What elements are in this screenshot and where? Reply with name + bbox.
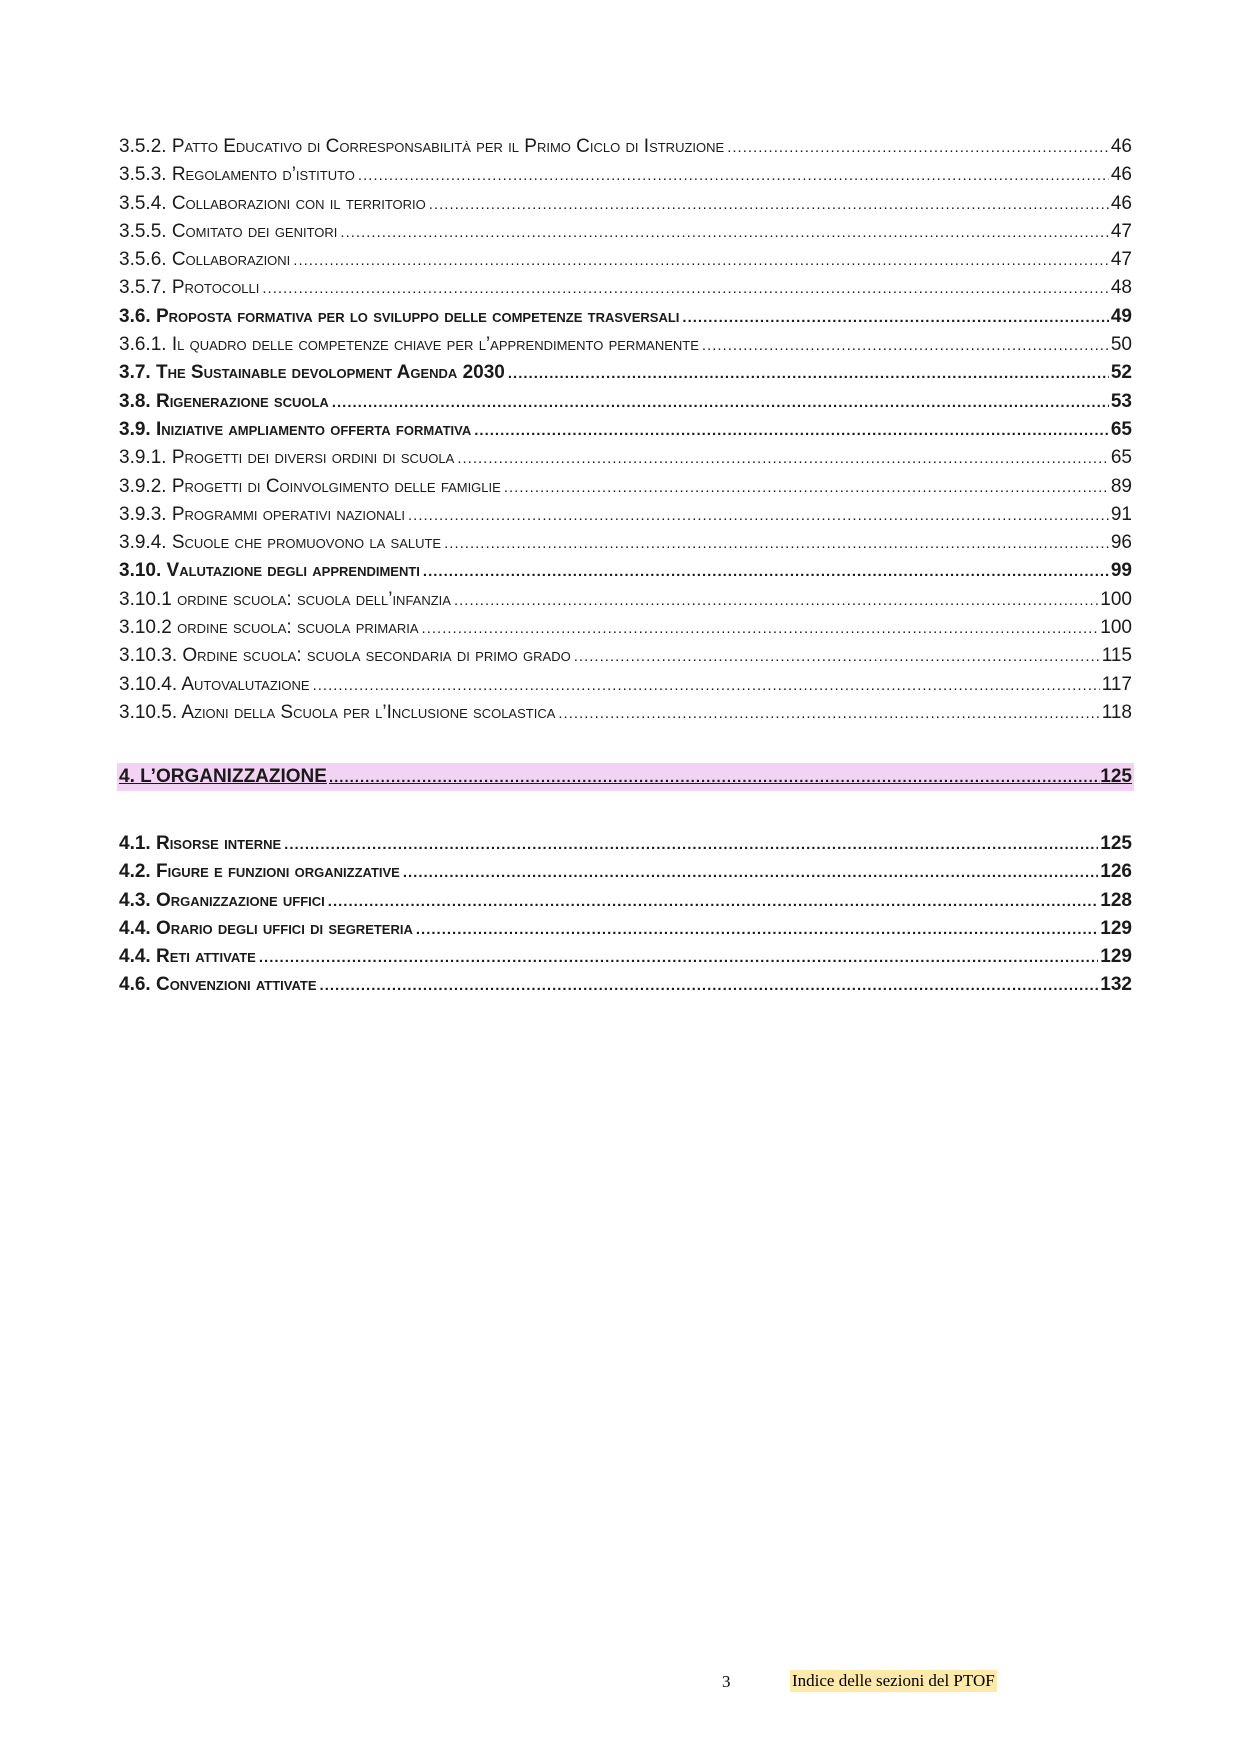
toc-entry-page-number: 46 [1110, 136, 1132, 157]
dot-leader [454, 587, 1098, 615]
toc-entry[interactable] [119, 614, 1132, 642]
dot-leader [508, 360, 1109, 388]
toc-entry-title: 3.7. The Sustainable devolopment Agenda 2030 [119, 359, 508, 387]
toc-entry-title: 3.10.2 ordine scuola: scuola primaria [119, 614, 422, 642]
footer-page-number: 3 [722, 1672, 731, 1691]
toc-entry[interactable] [119, 830, 1132, 858]
chapter-page-number: 125 [1100, 766, 1132, 787]
toc-entry-page-number: 99 [1110, 560, 1132, 582]
dot-leader [328, 888, 1099, 916]
toc-entry-page-number: 132 [1100, 974, 1132, 996]
toc-entry-title: 3.9.2. Progetti di Coinvolgimento delle famiglie [119, 473, 504, 501]
toc-entry-title: 3.10. Valutazione degli apprendimenti [119, 557, 423, 585]
toc-entry-page-number: 50 [1110, 334, 1132, 356]
toc-entry[interactable] [119, 190, 1132, 218]
toc-entry-page-number: 125 [1100, 833, 1132, 854]
toc-entry[interactable] [119, 388, 1132, 416]
dot-leader [329, 764, 1100, 792]
toc-entry-page-number: 48 [1110, 277, 1132, 299]
toc-entry-title: 3.5.4. Collaborazioni con il territorio [119, 190, 429, 218]
toc-entry[interactable] [119, 246, 1132, 274]
toc-entry[interactable] [119, 699, 1132, 727]
dot-leader [457, 445, 1109, 473]
toc-entry[interactable] [119, 444, 1132, 472]
toc-entry-title: 4.4. Orario degli uffici di segreteria [119, 915, 416, 943]
dot-leader [358, 162, 1109, 190]
toc-entry[interactable] [119, 473, 1132, 501]
toc-entry-title: 3.10.3. Ordine scuola: scuola secondaria di primo grado [119, 642, 574, 670]
dot-leader [558, 700, 1099, 728]
toc-entry-page-number: 96 [1110, 532, 1132, 554]
dot-leader [259, 944, 1098, 972]
toc-entry[interactable] [119, 943, 1132, 971]
toc-entry-page-number: 118 [1101, 701, 1132, 723]
toc-entry-title: 3.10.4. Autovalutazione [119, 671, 313, 699]
toc-entry-page-number: 126 [1100, 861, 1132, 883]
dot-leader [702, 332, 1109, 360]
footer-section-label: Indice delle sezioni del PTOF [792, 1671, 995, 1690]
toc-entry-page-number: 117 [1101, 673, 1132, 695]
toc-entry-title: 4.1. Risorse interne [119, 830, 284, 858]
dot-leader [340, 219, 1108, 247]
dot-leader [574, 643, 1100, 671]
toc-entry-page-number: 91 [1110, 503, 1132, 525]
toc-entry-title: 4.3. Organizzazione uffici [119, 887, 328, 915]
dot-leader [682, 304, 1108, 332]
dot-leader [284, 831, 1098, 859]
toc-entry[interactable] [119, 133, 1132, 161]
toc-entry-title: 3.6. Proposta formativa per lo sviluppo delle competenze trasversali [119, 303, 682, 331]
toc-entry-page-number: 100 [1100, 588, 1132, 610]
toc-entry[interactable] [119, 501, 1132, 529]
toc-entry-page-number: 89 [1110, 475, 1132, 497]
toc-entry[interactable] [119, 557, 1132, 585]
toc-entry-title: 3.5.5. Comitato dei genitori [119, 218, 340, 246]
toc-entry[interactable] [119, 416, 1132, 444]
toc-entry-page-number: 65 [1110, 418, 1132, 440]
toc-entry-page-number: 100 [1100, 617, 1132, 639]
toc-section-3 [119, 133, 1132, 727]
toc-section-4 [119, 830, 1132, 1000]
dot-leader [408, 502, 1109, 530]
toc-entry-title: 4.6. Convenzioni attivate [119, 971, 320, 999]
toc-entry-page-number: 128 [1100, 889, 1132, 911]
toc-entry-title: 3.5.7. Protocolli [119, 274, 262, 302]
toc-entry[interactable] [119, 218, 1132, 246]
toc-entry-page-number: 129 [1100, 946, 1132, 968]
toc-entry[interactable] [119, 529, 1132, 557]
dot-leader [416, 916, 1098, 944]
toc-entry-title: 3.10.1 ordine scuola: scuola dell’infanzia [119, 586, 454, 614]
toc-entry-title: 3.9.3. Programmi operativi nazionali [119, 501, 408, 529]
toc-entry-title: 3.5.3. Regolamento d’istituto [119, 161, 358, 189]
toc-entry[interactable] [119, 274, 1132, 302]
toc-entry-page-number: 129 [1100, 917, 1132, 939]
dot-leader [504, 474, 1109, 502]
toc-entry-title: 3.5.2. Patto Educativo di Corresponsabilità per il Primo Ciclo di Istruzione [119, 133, 727, 161]
dot-leader [444, 530, 1109, 558]
toc-entry-title: 4.2. Figure e funzioni organizzative [119, 858, 403, 886]
dot-leader [313, 672, 1100, 700]
toc-entry-page-number: 47 [1110, 249, 1132, 271]
toc-entry[interactable] [119, 915, 1132, 943]
dot-leader [474, 417, 1109, 445]
toc-entry[interactable] [119, 642, 1132, 670]
toc-entry-title: 3.8. Rigenerazione scuola [119, 388, 332, 416]
toc-entry[interactable] [119, 331, 1132, 359]
toc-entry[interactable] [119, 671, 1132, 699]
toc-entry[interactable] [119, 858, 1132, 886]
dot-leader [262, 275, 1108, 303]
dot-leader [320, 972, 1099, 1000]
toc-entry-title: 3.9. Iniziative ampliamento offerta formativa [119, 416, 474, 444]
toc-entry-page-number: 47 [1110, 220, 1132, 242]
toc-entry[interactable] [119, 359, 1132, 387]
toc-entry[interactable] [119, 586, 1132, 614]
dot-leader [423, 558, 1109, 586]
toc-entry-page-number: 46 [1110, 192, 1132, 214]
dot-leader [332, 389, 1109, 417]
dot-leader [422, 615, 1099, 643]
toc-entry-page-number: 52 [1110, 362, 1132, 384]
toc-entry-title: 3.10.5. Azioni della Scuola per l’Inclusione scolastica [119, 699, 558, 727]
toc-entry-title: 4.4. Reti attivate [119, 943, 259, 971]
toc-entry[interactable] [119, 971, 1132, 999]
chapter-title: 4. L’ORGANIZZAZIONE [119, 766, 327, 787]
toc-entry-page-number: 115 [1101, 645, 1132, 667]
toc-entry-title: 3.9.4. Scuole che promuovono la salute [119, 529, 444, 557]
dot-leader [293, 247, 1109, 275]
toc-entry[interactable] [119, 887, 1132, 915]
toc-entry-page-number: 65 [1110, 447, 1132, 469]
toc-entry-page-number: 53 [1110, 390, 1132, 412]
toc-chapter-4-heading[interactable] [117, 763, 1134, 791]
toc-entry-title: 3.5.6. Collaborazioni [119, 246, 293, 274]
toc-entry-title: 3.9.1. Progetti dei diversi ordini di scuola [119, 444, 457, 472]
toc-entry-page-number: 49 [1110, 305, 1132, 327]
dot-leader [403, 859, 1098, 887]
toc-entry-page-number: 46 [1110, 164, 1132, 186]
toc-entry[interactable] [119, 303, 1132, 331]
toc-entry-title: 3.6.1. Il quadro delle competenze chiave per l’apprendimento permanente [119, 331, 702, 359]
dot-leader [429, 191, 1109, 219]
toc-entry[interactable] [119, 161, 1132, 189]
dot-leader [727, 134, 1109, 162]
